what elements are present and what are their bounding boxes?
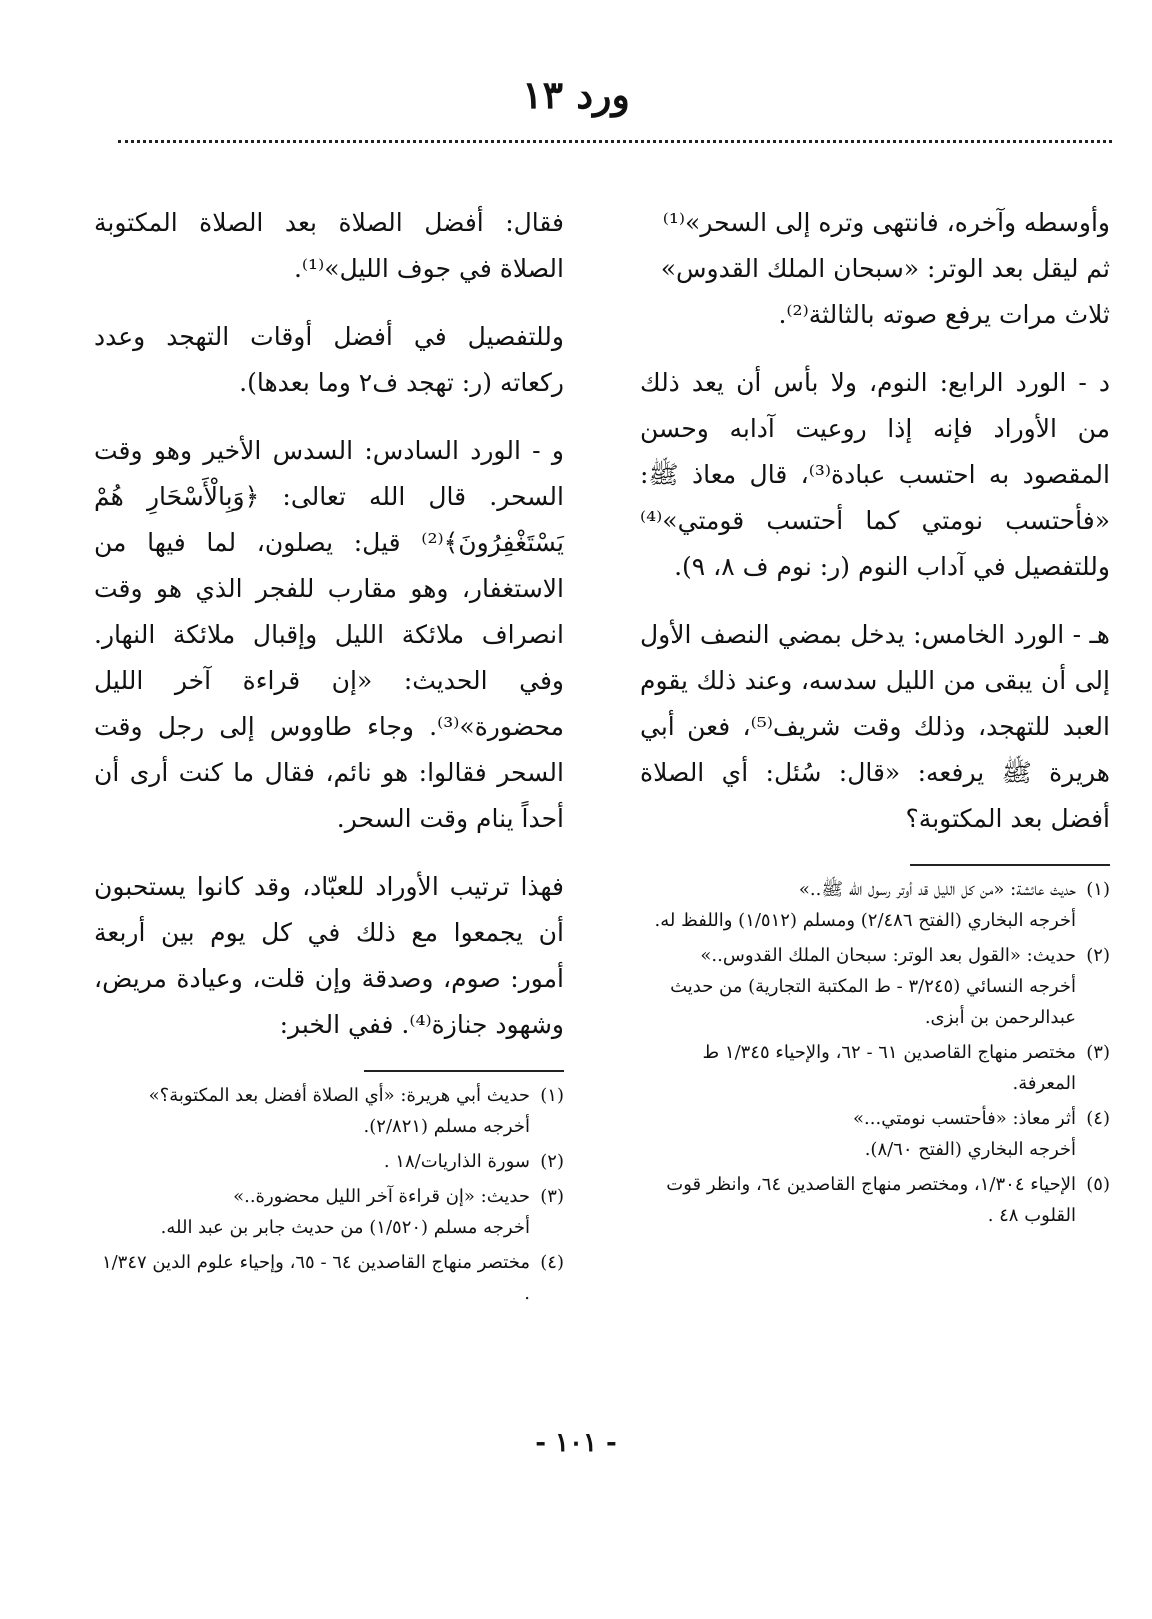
footnote-source: أخرجه النسائي (٣/٢٤٥ - ط المكتبة التجارية) من حديث عبدالرحمن بن أبزى. <box>670 976 1076 1028</box>
footnote-text: مختصر منهاج القاصدين ٦١ - ٦٢، والإحياء ١/٣٤٥ ط المعرفة. <box>702 1042 1076 1094</box>
footnote-text: أثر معاذ: «فأحتسب نومتي...» <box>853 1108 1076 1129</box>
footnote <box>640 1169 1110 1231</box>
footnote <box>640 940 1110 1033</box>
footnote-number: (٣) <box>540 1186 564 1207</box>
footnote-source: أخرجه مسلم (٢/٨٢١). <box>363 1116 530 1137</box>
header-divider <box>118 140 1112 143</box>
footnote-number: (٣) <box>1086 1042 1110 1063</box>
footnote-source: أخرجه البخاري (الفتح ٢/٤٨٦) ومسلم (١/٥١٢) واللفظ له. <box>654 910 1076 931</box>
page-title: ورد ١٣ <box>522 72 630 117</box>
footnote <box>94 1146 564 1177</box>
page-number: - ١٠١ - <box>535 1428 617 1458</box>
footnote-number: (٢) <box>540 1151 564 1172</box>
footnote <box>640 1037 1110 1099</box>
paragraph: د - الورد الرابع: النوم، ولا بأس أن يعد ذلك من الأوراد فإنه إذا روعيت آدابه وحسن المقصود به احتسب عبادة⁽³⁾، قال معاذ ﷺ: «فأحتسب نومتي كما أحتسب قومتي»⁽⁴⁾ وللتفصيل في آداب النوم (ر: نوم ف ٨، ٩). <box>640 368 1110 581</box>
footnote <box>640 1103 1110 1165</box>
paragraph: و - الورد السادس: السدس الأخير وهو وقت السحر. قال الله تعالى: ﴿وَبِالْأَسْحَارِ هُمْ يَسْتَغْفِرُونَ﴾⁽²⁾ قيل: يصلون، لما فيها من الاستغفار، وهو مقارب للفجر الذي هو وقت انصراف ملائكة الليل وإقبال ملائكة النهار. وفي الحديث: «إن قراءة آخر الليل محضورة»⁽³⁾. وجاء طاووس إلى رجل وقت السحر فقالوا: هو نائم، فقال ما كنت أرى أن أحداً ينام وقت السحر. <box>94 436 564 833</box>
paragraph: فهذا ترتيب الأوراد للعبّاد، وقد كانوا يستحبون أن يجمعوا مع ذلك في كل يوم بين أربعة أمور: صوم، وصدقة وإن قلت، وعيادة مريض، وشهود جنازة⁽⁴⁾. ففي الخبر: <box>94 872 564 1039</box>
left-column <box>94 200 564 1313</box>
footnote-number: (٢) <box>1086 945 1110 966</box>
paragraph: فقال: أفضل الصلاة بعد الصلاة المكتوبة الصلاة في جوف الليل»⁽¹⁾. <box>94 208 564 283</box>
footnote-text: حديث أبي هريرة: «أي الصلاة أفضل بعد المكتوبة؟» <box>148 1085 530 1106</box>
footnote-number: (٥) <box>1086 1174 1110 1195</box>
footnote-number: (١) <box>1086 879 1110 900</box>
footnote-number: (٤) <box>1086 1108 1110 1129</box>
footnote <box>640 874 1110 936</box>
footnote <box>94 1080 564 1142</box>
footnote-text: حديث: «القول بعد الوتر: سبحان الملك القدوس..» <box>700 945 1076 966</box>
footnote-number: (١) <box>540 1085 564 1106</box>
footnote-text: حديث: «إن قراءة آخر الليل محضورة..» <box>233 1186 530 1207</box>
right-column <box>640 200 1110 1235</box>
footnote-text: سورة الذاريات/١٨ . <box>383 1151 530 1172</box>
footnote-number: (٤) <box>540 1252 564 1273</box>
paragraph: هـ - الورد الخامس: يدخل بمضي النصف الأول إلى أن يبقى من الليل سدسه، وعند ذلك يقوم العبد للتهجد، وذلك وقت شريف⁽⁵⁾، فعن أبي هريرة ﷺ يرفعه: «قال: سُئل: أي الصلاة أفضل بعد المكتوبة؟ <box>640 620 1110 833</box>
footnote <box>94 1181 564 1243</box>
paragraph: وللتفصيل في أفضل أوقات التهجد وعدد ركعاته (ر: تهجد ف٢ وما بعدها). <box>94 322 564 397</box>
footnote-divider <box>364 1070 564 1072</box>
footnote-text: مختصر منهاج القاصدين ٦٤ - ٦٥، وإحياء علوم الدين ١/٣٤٧ . <box>101 1252 530 1304</box>
footnote-divider <box>910 864 1110 866</box>
footnote-text: الإحياء ١/٣٠٤، ومختصر منهاج القاصدين ٦٤، وانظر قوت القلوب ٤٨ . <box>666 1174 1076 1226</box>
footnote-source: أخرجه مسلم (١/٥٢٠) من حديث جابر بن عبد الله. <box>160 1217 530 1238</box>
paragraph: وأوسطه وآخره، فانتهى وتره إلى السحر»⁽¹⁾ ثم ليقل بعد الوتر: «سبحان الملك القدوس» ثلاث مرات يرفع صوته بالثالثة⁽²⁾. <box>660 208 1110 329</box>
footnote <box>94 1247 564 1309</box>
footnote-source: أخرجه البخاري (الفتح ٨/٦٠). <box>864 1139 1076 1160</box>
footnote-text: حديث عائشة: «من كل الليل قد أوتر رسول الله ﷺ..» <box>798 879 1076 900</box>
